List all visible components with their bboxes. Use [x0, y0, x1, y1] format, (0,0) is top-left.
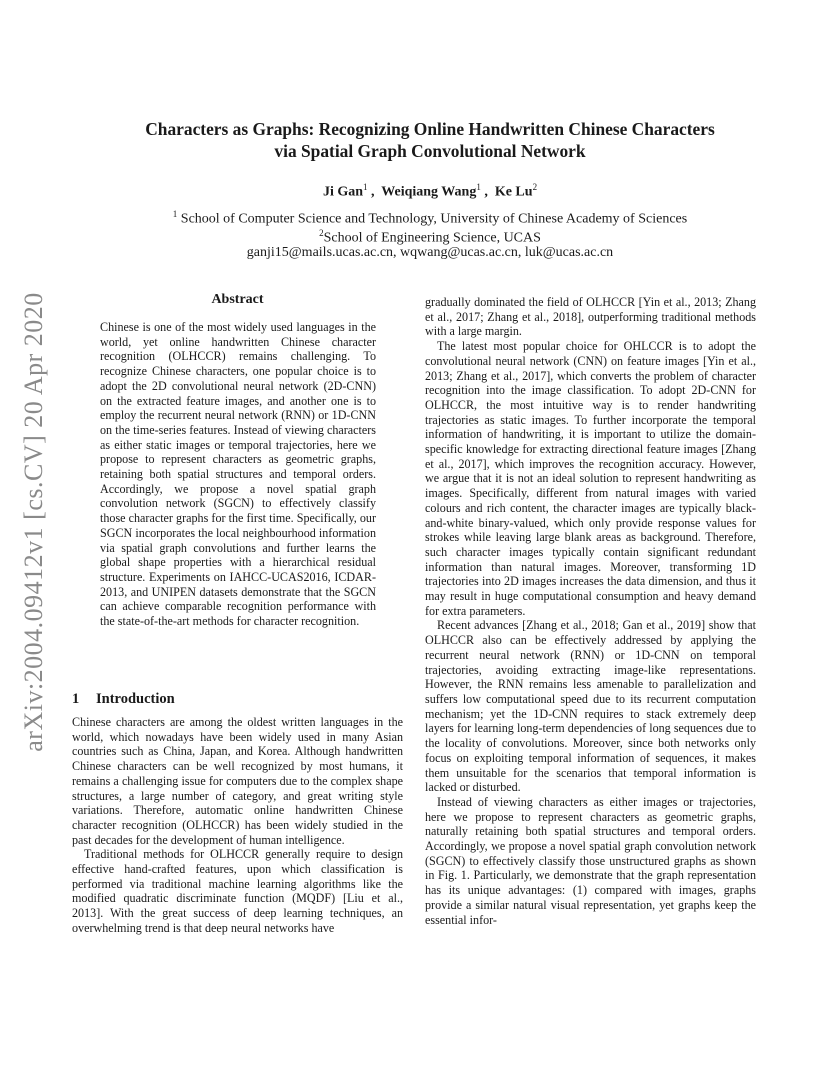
- section-title: Introduction: [96, 691, 175, 707]
- arxiv-identifier-stamp: [14, 282, 54, 762]
- paragraph-continuation: gradually dominated the field of OLHCCR [Yin et al., 2013; Zhang et al., 2017; Zhang et al., 2018], outperforming traditional methods with a large margin.: [425, 295, 756, 339]
- section-heading-introduction: [72, 691, 175, 708]
- arxiv-identifier-text: arXiv:2004.09412v1 [cs.CV] 20 Apr 2020: [19, 292, 48, 752]
- right-column: [425, 295, 756, 927]
- abstract-heading: Abstract: [211, 292, 264, 307]
- paragraph: Traditional methods for OLHCCR generally require to design effective hand-crafted features, upon which classification is performed via traditional machine learning algorithms like the modified quadratic discriminate function (MQDF) [Liu et al., 2013]. With the great success of deep learning techniques, an overwhelming trend is that deep neural networks have: [72, 847, 403, 935]
- title-line-1: Characters as Graphs: Recognizing Online Handwritten Chinese Characters: [145, 119, 715, 139]
- paragraph: The latest most popular choice for OHLCCR is to adopt the convolutional neural network (CNN) on feature images [Yin et al., 2013; Zhang et al., 2017], which converts the problem of character recognition into the image classification. To adopt 2D-CNN for OLHCCR, the most intuitive way is to render handwriting trajectories as static images. To further incorporate the temporal information of handwriting, it is important to utilize the domain-specific knowledge for extracting directional feature images [Zhang et al., 2017], which improves the recognition accuracy. However, we argue that it is not an ideal solution to represent handwriting as images. Specifically, different from natural images with varied colours and rich content, the character images are typically black-and-white binary-valued, which only provide response values for strokes while leaving large blank areas as background. Therefore, such character images typically contain significant redundant information than natural images. Moreover, transforming 1D trajectories into 2D images increases the data dimension, and thus it may result in huge computational consumption and heavy demand for extra parameters.: [425, 339, 756, 618]
- paper-title: [70, 118, 790, 162]
- paragraph: Instead of viewing characters as either images or trajectories, here we propose to represent characters as geometric graphs, naturally retaining both spatial structures and temporal orders. Accordingly, we propose a novel spatial graph convolution network (SGCN) to effectively classify those unstructured graphs as shown in Fig. 1. Particularly, we demonstrate that the graph representation has its unique advantages: (1) compared with images, graphs provide a similar natural visual representation, yet graphs keep the essential infor-: [425, 794, 756, 927]
- author-name: Ke Lu: [494, 184, 533, 200]
- affiliation-text: School of Engineering Science, UCAS: [323, 230, 541, 246]
- author-name: Weiqiang Wang: [381, 184, 477, 200]
- author-emails: ganji15@mails.ucas.ac.cn, wqwang@ucas.ac.cn, luk@ucas.ac.cn: [246, 245, 614, 260]
- paragraph: Recent advances [Zhang et al., 2018; Gan et al., 2019] show that OLHCCR also can be effectively addressed by applying the recurrent neural network (RNN) or 1D-CNN on temporal trajectories, avoiding extracting image-like representations. However, the RNN remains less amenable to parallelization and suffers low computational speed due to its recurrent computation mechanism; yet the 1D-CNN requires to stack extremely deep layers for learning long-term dependencies of long sequences due to the locality of convolutions. Moreover, since both networks only focus on exploiting temporal information of sequences, it makes them unsuitable for the scenarios that temporal information is lacked or disturbed.: [425, 618, 756, 795]
- author-affil-mark: 1: [476, 182, 481, 192]
- abstract-body: Chinese is one of the most widely used languages in the world, yet online handwritten Chinese character recognition (OLHCCR) remains challenging. To recognize Chinese characters, one popular choice is to adopt the 2D convolutional neural network (2D-CNN) on the extracted feature images, and another one is to employ the recurrent neural network (RNN) or 1D-CNN on the time-series features. Instead of viewing characters as either static images or temporal trajectories, here we propose to represent characters as geometric graphs, retaining both spatial structures and temporal orders. Accordingly, we propose a novel spatial graph convolution network (SGCN) to effectively classify those character graphs for the first time. Specifically, our SGCN incorporates the local neighbourhood information via spatial graph convolutions and further learns the global shape properties with a hierarchical residual structure. Experiments on IAHCC-UCAS2016, ICDAR-2013, and UNIPEN datasets demonstrate that the SGCN can achieve comparable recognition performance with the state-of-the-art methods for character recognition.: [100, 320, 376, 629]
- author-affil-mark: 2: [532, 182, 538, 192]
- introduction-left-column: [72, 715, 403, 936]
- affiliation-mark: 2: [319, 228, 324, 238]
- section-number: 1: [72, 691, 80, 707]
- affiliation-text: School of Computer Science and Technology, University of Chinese Academy of Sciences: [180, 211, 688, 227]
- title-line-2: via Spatial Graph Convolutional Network: [274, 141, 586, 161]
- author-name: Ji Gan: [322, 184, 364, 200]
- paragraph: Chinese characters are among the oldest written languages in the world, which nowadays have been widely used in many Asian countries such as China, Japan, and Korea. Although handwritten Chinese characters can be well recognized by most humans, it remains a challenging issue for computers due to the complex shape structures, a large number of category, and great writing style variations. Therefore, automatic online handwritten Chinese character recognition (OLHCCR) has been widely studied in the past decades for the development of human intelligence.: [72, 715, 403, 847]
- author-affil-mark: 1: [363, 182, 368, 192]
- affiliation-mark: 1: [172, 209, 178, 219]
- author-list: Ji Gan$^1$ , Weiqiang Wang$^1$ , Ke Lu$^2$: [322, 182, 538, 200]
